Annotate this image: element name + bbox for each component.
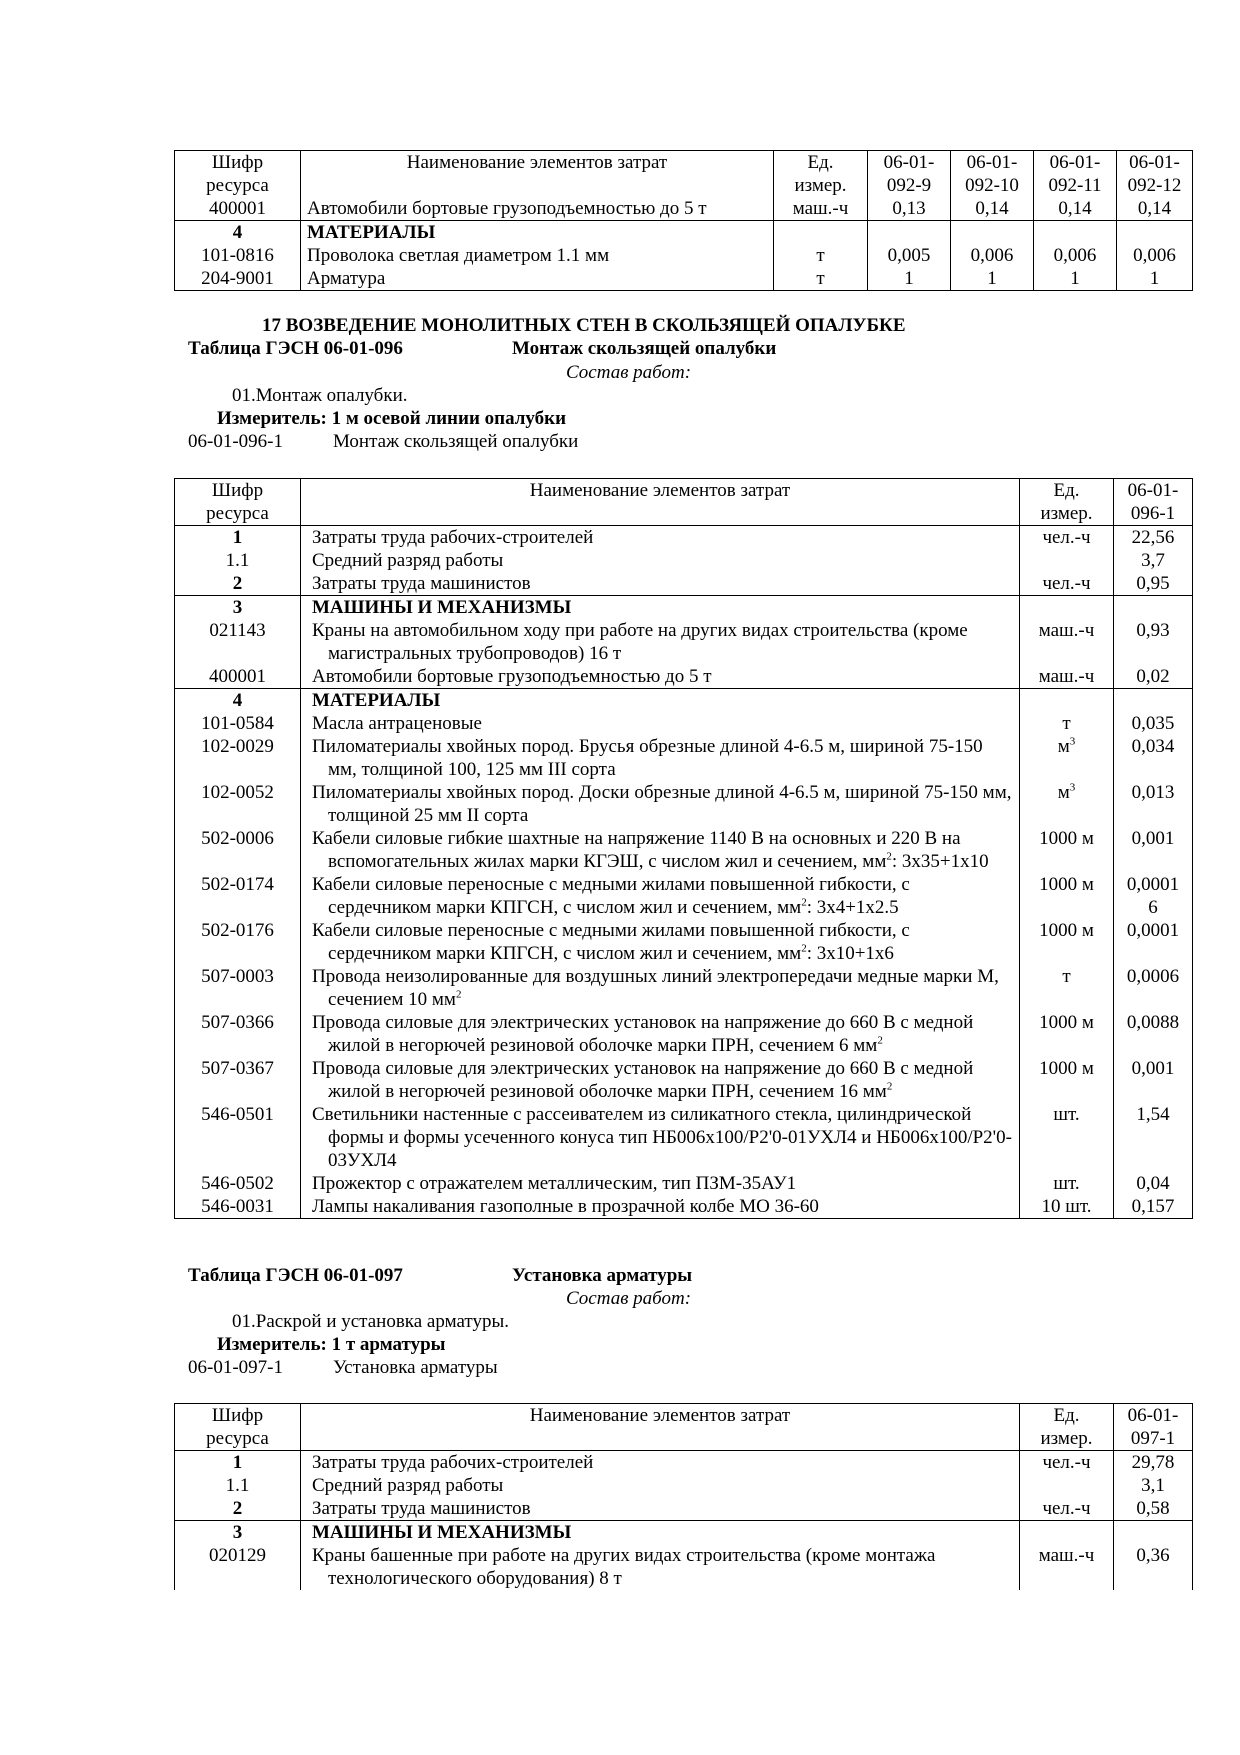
norm-code: 06-01-097-1 bbox=[188, 1357, 283, 1378]
row-name: Автомобили бортовые грузоподъемностью до 5 т bbox=[301, 197, 774, 221]
row-value: 0,006 bbox=[951, 244, 1034, 267]
row-value bbox=[1114, 1521, 1193, 1545]
row-unit bbox=[1020, 689, 1114, 713]
row-code: 021143 bbox=[209, 620, 266, 641]
table-row bbox=[175, 1451, 1193, 1475]
row-value: 3,1 bbox=[1114, 1474, 1193, 1497]
row-name bbox=[301, 1521, 1020, 1545]
work-item: 01.Монтаж опалубки. bbox=[232, 385, 408, 406]
row-unit-text: 1000 м bbox=[1039, 920, 1094, 941]
header-col: 06-01-092-9 bbox=[868, 151, 951, 198]
row-unit-text: маш.-ч bbox=[1038, 1545, 1095, 1566]
row-value: 1 bbox=[951, 267, 1034, 291]
row-unit bbox=[1020, 619, 1114, 665]
row-name-text: Краны башенные при работе на других видах строительства (кроме монтажа технологического оборудования) 8 т bbox=[312, 1545, 936, 1589]
table-row bbox=[175, 1544, 1193, 1590]
table-row bbox=[175, 665, 1193, 689]
table-row bbox=[175, 619, 1193, 665]
table-row bbox=[175, 526, 1193, 550]
row-value: 29,78 bbox=[1114, 1451, 1193, 1475]
row-name bbox=[301, 689, 1020, 713]
row-value: 0,93 bbox=[1114, 619, 1193, 665]
table-row bbox=[175, 1474, 1193, 1497]
table-row bbox=[175, 1103, 1193, 1172]
row-unit bbox=[1020, 712, 1114, 735]
row-value: 0,14 bbox=[951, 197, 1034, 221]
row-unit bbox=[1020, 827, 1114, 873]
header-col: 06-01-092-12 bbox=[1117, 151, 1193, 198]
row-name bbox=[301, 1544, 1020, 1590]
header-unit: Ед. измер. bbox=[1020, 479, 1114, 526]
table-label: Таблица ГЭСН 06-01-096 bbox=[188, 338, 403, 359]
row-value: 0,005 bbox=[868, 244, 951, 267]
row-unit-text: т bbox=[1062, 713, 1071, 734]
composition-label: Состав работ: bbox=[566, 362, 692, 383]
table-row bbox=[175, 781, 1193, 827]
row-name bbox=[301, 827, 1020, 873]
row-unit bbox=[1020, 1497, 1114, 1521]
row-name bbox=[301, 1103, 1020, 1172]
row-code: 400001 bbox=[209, 198, 266, 219]
row-name-text: Провода неизолированные для воздушных линий электропередачи медные марки М, сечением 10 мм bbox=[312, 966, 999, 1010]
row-value: 1 bbox=[1034, 267, 1117, 291]
row-value: 0,36 bbox=[1114, 1544, 1193, 1590]
row-name-text: МАТЕРИАЛЫ bbox=[312, 690, 441, 711]
row-name-tail: : 3х4+1х2.5 bbox=[806, 897, 899, 918]
row-name-tail: : 3х10+1х6 bbox=[806, 943, 894, 964]
table-row bbox=[175, 572, 1193, 596]
row-value: 1 bbox=[868, 267, 951, 291]
row-code: 1 bbox=[175, 526, 301, 550]
row-value bbox=[1114, 596, 1193, 620]
row-name bbox=[301, 526, 1020, 550]
table-06-01-097 bbox=[174, 1403, 1193, 1590]
row-unit-text: шт. bbox=[1053, 1173, 1080, 1194]
row-unit bbox=[1020, 1451, 1114, 1475]
header-code: Шифр ресурса bbox=[206, 480, 269, 524]
row-code: 3 bbox=[175, 596, 301, 620]
table-row bbox=[175, 549, 1193, 572]
row-unit bbox=[1020, 1544, 1114, 1590]
header-code: Шифр ресурса bbox=[206, 152, 269, 196]
row-code: 400001 bbox=[209, 666, 266, 687]
row-value: 0,58 bbox=[1114, 1497, 1193, 1521]
section-row bbox=[175, 221, 1193, 245]
row-unit-text: 1000 м bbox=[1039, 874, 1094, 895]
row-value: 0,006 bbox=[1117, 244, 1193, 267]
table-row bbox=[175, 735, 1193, 781]
row-name-text: Масла антраценовые bbox=[312, 713, 482, 734]
row-name-text: Кабели силовые переносные с медными жилами повышенной гибкости, с сердечником марки КПГСН, с числом жил и сечением, мм bbox=[312, 874, 910, 918]
row-unit bbox=[1020, 1474, 1114, 1497]
row-unit-text: шт. bbox=[1053, 1104, 1080, 1125]
row-name bbox=[301, 1195, 1020, 1219]
row-value: 3,7 bbox=[1114, 549, 1193, 572]
row-name bbox=[301, 873, 1020, 919]
row-name bbox=[301, 712, 1020, 735]
row-unit: т bbox=[774, 267, 868, 291]
row-name bbox=[301, 619, 1020, 665]
composition-label: Состав работ: bbox=[566, 1288, 692, 1309]
row-value: 0,14 bbox=[1034, 197, 1117, 221]
row-unit bbox=[1020, 665, 1114, 689]
header-name: Наименование элементов затрат bbox=[301, 479, 1020, 526]
row-name bbox=[301, 919, 1020, 965]
table-title: Монтаж скользящей опалубки bbox=[512, 338, 777, 359]
row-code: 1.1 bbox=[225, 550, 250, 571]
row-code: 502-0006 bbox=[201, 828, 274, 849]
row-name bbox=[301, 1451, 1020, 1475]
table-row bbox=[175, 873, 1193, 919]
row-value: 0,0088 bbox=[1114, 1011, 1193, 1057]
row-name-text: Затраты труда машинистов bbox=[312, 573, 531, 594]
row-value: 0,034 bbox=[1114, 735, 1193, 781]
row-value: 1 bbox=[1117, 267, 1193, 291]
table-row bbox=[175, 1011, 1193, 1057]
row-unit-text: 1000 м bbox=[1039, 1058, 1094, 1079]
row-value: 0,0006 bbox=[1114, 965, 1193, 1011]
row-name-text: Затраты труда машинистов bbox=[312, 1498, 531, 1519]
row-unit-text: 1000 м bbox=[1039, 828, 1094, 849]
superscript: 2 bbox=[801, 896, 807, 909]
row-code: 2 bbox=[232, 1498, 243, 1519]
row-name: МАТЕРИАЛЫ bbox=[301, 221, 774, 245]
row-unit-text: чел.-ч bbox=[1042, 573, 1091, 594]
row-code: 502-0176 bbox=[201, 920, 274, 941]
row-code: 020129 bbox=[209, 1545, 266, 1566]
row-name-text: Кабели силовые гибкие шахтные на напряжение 1140 В на основных и 220 В на вспомогательных жилах марки КГЭШ, с числом жил и сечением, мм bbox=[312, 828, 961, 872]
section-title: 17 ВОЗВЕДЕНИЕ МОНОЛИТНЫХ СТЕН В СКОЛЬЗЯЩЕЙ ОПАЛУБКЕ bbox=[262, 315, 906, 336]
table-row bbox=[175, 1172, 1193, 1195]
table-row bbox=[175, 1497, 1193, 1521]
row-code: 507-0366 bbox=[201, 1012, 274, 1033]
row-code: 507-0003 bbox=[201, 966, 274, 987]
row-unit bbox=[1020, 1195, 1114, 1219]
row-code: 502-0174 bbox=[201, 874, 274, 895]
row-code: 1 bbox=[175, 1451, 301, 1475]
meter: Измеритель: 1 м осевой линии опалубки bbox=[217, 408, 567, 429]
row-name-text: МАШИНЫ И МЕХАНИЗМЫ bbox=[312, 597, 572, 618]
row-code: 2 bbox=[232, 573, 243, 594]
superscript: 2 bbox=[801, 942, 807, 955]
row-unit bbox=[1020, 919, 1114, 965]
row-code: 102-0029 bbox=[201, 736, 274, 757]
row-code: 546-0502 bbox=[201, 1173, 274, 1194]
table-row bbox=[175, 244, 1193, 267]
table-06-01-096 bbox=[174, 478, 1193, 1219]
header-col: 06-01-092-10 bbox=[951, 151, 1034, 198]
norm-code: 06-01-096-1 bbox=[188, 431, 283, 452]
row-unit-text: 10 шт. bbox=[1041, 1196, 1092, 1217]
header-code: Шифр ресурса bbox=[206, 1405, 269, 1449]
row-value: 0,013 bbox=[1114, 781, 1193, 827]
row-value bbox=[1117, 221, 1193, 245]
row-unit bbox=[1020, 549, 1114, 572]
row-name-text: Провода силовые для электрических установок на напряжение до 660 В с медной жилой в негорючей резиновой оболочке марки ПРН, сечением 16 мм bbox=[312, 1058, 974, 1102]
norm-name: Установка арматуры bbox=[333, 1357, 498, 1378]
row-unit bbox=[1020, 735, 1114, 781]
row-name bbox=[301, 1474, 1020, 1497]
row-code: 4 bbox=[175, 221, 301, 245]
row-name-text: Средний разряд работы bbox=[312, 550, 504, 571]
row-name bbox=[301, 1011, 1020, 1057]
row-name-text: Пиломатериалы хвойных пород. Брусья обрезные длиной 4-6.5 м, шириной 75-150 мм, толщиной 100, 125 мм III сорта bbox=[312, 736, 983, 780]
row-unit-text: маш.-ч bbox=[1038, 666, 1095, 687]
superscript: 2 bbox=[455, 988, 462, 1001]
row-name: Проволока светлая диаметром 1.1 мм bbox=[301, 244, 774, 267]
section-row bbox=[175, 689, 1193, 713]
row-name-text: МАШИНЫ И МЕХАНИЗМЫ bbox=[312, 1522, 572, 1543]
row-code: 101-0584 bbox=[201, 713, 274, 734]
row-code: 546-0031 bbox=[201, 1196, 274, 1217]
row-unit-text: чел.-ч bbox=[1042, 1498, 1091, 1519]
row-unit bbox=[1020, 572, 1114, 596]
row-unit-text: 1000 м bbox=[1039, 1012, 1094, 1033]
row-unit bbox=[1020, 965, 1114, 1011]
header-col: 06-01-096-1 bbox=[1114, 479, 1193, 526]
superscript: 3 bbox=[1069, 735, 1076, 748]
superscript: 2 bbox=[877, 1034, 883, 1047]
row-name-text: Лампы накаливания газополные в прозрачной колбе МО 36-60 bbox=[312, 1196, 819, 1217]
table-row bbox=[175, 965, 1193, 1011]
row-name-text: Пиломатериалы хвойных пород. Доски обрезные длиной 4-6.5 м, шириной 75-150 мм, толщиной 25 мм II сорта bbox=[312, 782, 1012, 826]
header-col: 06-01-092-11 bbox=[1034, 151, 1117, 198]
section-row bbox=[175, 1521, 1193, 1545]
row-code: 204-9001 bbox=[201, 268, 274, 289]
superscript: 3 bbox=[1069, 781, 1076, 794]
row-name: Арматура bbox=[301, 267, 774, 291]
row-value: 0,035 bbox=[1114, 712, 1193, 735]
row-unit bbox=[1020, 1521, 1114, 1545]
row-name-tail: : 3х35+1х10 bbox=[891, 851, 989, 872]
header-name: Наименование элементов затрат bbox=[301, 1404, 1020, 1451]
row-unit bbox=[1020, 873, 1114, 919]
row-unit bbox=[1020, 596, 1114, 620]
row-value: 0,001 bbox=[1114, 1057, 1193, 1103]
work-item: 01.Раскрой и установка арматуры. bbox=[232, 1311, 509, 1332]
row-name-text: Светильники настенные с рассеивателем из силикатного стекла, цилиндрической формы и формы усеченного конуса тип НБ006х100/Р2'0-01УХЛ4 и НБ006х100/Р2'0-03УХЛ4 bbox=[312, 1104, 1012, 1171]
table-row bbox=[175, 267, 1193, 291]
row-code: 507-0367 bbox=[201, 1058, 274, 1079]
row-name-text: Затраты труда рабочих-строителей bbox=[312, 1452, 594, 1473]
row-name bbox=[301, 549, 1020, 572]
row-unit-text: м bbox=[1057, 736, 1070, 757]
row-unit-text: т bbox=[1062, 966, 1071, 987]
table-header bbox=[175, 1404, 1193, 1451]
row-unit: т bbox=[774, 244, 868, 267]
table-header bbox=[175, 479, 1193, 526]
row-name-text: Средний разряд работы bbox=[312, 1475, 504, 1496]
row-value: 0,04 bbox=[1114, 1172, 1193, 1195]
row-code: 1.1 bbox=[225, 1475, 250, 1496]
row-value: 0,95 bbox=[1114, 572, 1193, 596]
table-06-01-092 bbox=[174, 150, 1193, 291]
table-header bbox=[175, 151, 1193, 198]
row-unit-text: чел.-ч bbox=[1042, 1452, 1091, 1473]
header-name: Наименование элементов затрат bbox=[301, 151, 774, 198]
row-name bbox=[301, 1172, 1020, 1195]
row-value bbox=[951, 221, 1034, 245]
section-row bbox=[175, 596, 1193, 620]
table-row bbox=[175, 827, 1193, 873]
row-unit: маш.-ч bbox=[774, 197, 868, 221]
row-unit-text: чел.-ч bbox=[1042, 527, 1091, 548]
row-name bbox=[301, 965, 1020, 1011]
row-value bbox=[1114, 689, 1193, 713]
row-name bbox=[301, 572, 1020, 596]
row-unit bbox=[1020, 526, 1114, 550]
superscript: 2 bbox=[886, 1080, 893, 1093]
row-unit-text: маш.-ч bbox=[1038, 620, 1095, 641]
table-row bbox=[175, 1057, 1193, 1103]
row-value: 0,13 bbox=[868, 197, 951, 221]
row-code: 546-0501 bbox=[201, 1104, 274, 1125]
table-row bbox=[175, 919, 1193, 965]
table-label: Таблица ГЭСН 06-01-097 bbox=[188, 1265, 403, 1286]
row-value bbox=[868, 221, 951, 245]
row-unit bbox=[774, 221, 868, 245]
row-unit bbox=[1020, 1103, 1114, 1172]
row-code: 4 bbox=[175, 689, 301, 713]
row-name-text: Автомобили бортовые грузоподъемностью до 5 т bbox=[312, 666, 712, 687]
row-name-text: Краны на автомобильном ходу при работе на других видах строительства (кроме магистральных трубопроводов) 16 т bbox=[312, 620, 968, 664]
row-unit-text: м bbox=[1057, 782, 1070, 803]
header-unit: Ед. измер. bbox=[774, 151, 868, 198]
row-unit bbox=[1020, 1057, 1114, 1103]
row-value: 0,02 bbox=[1114, 665, 1193, 689]
row-code: 3 bbox=[175, 1521, 301, 1545]
header-col: 06-01-097-1 bbox=[1114, 1404, 1193, 1451]
row-code: 102-0052 bbox=[201, 782, 274, 803]
row-name-text: Кабели силовые переносные с медными жилами повышенной гибкости, с сердечником марки КПГСН, с числом жил и сечением, мм bbox=[312, 920, 910, 964]
row-value: 0,006 bbox=[1034, 244, 1117, 267]
row-name bbox=[301, 735, 1020, 781]
superscript: 2 bbox=[886, 850, 892, 863]
row-value: 1,54 bbox=[1114, 1103, 1193, 1172]
row-name bbox=[301, 1057, 1020, 1103]
row-name bbox=[301, 665, 1020, 689]
row-name-text: Затраты труда рабочих-строителей bbox=[312, 527, 594, 548]
table-row bbox=[175, 712, 1193, 735]
table-row bbox=[175, 197, 1193, 221]
row-value bbox=[1034, 221, 1117, 245]
row-name-text: Провода силовые для электрических установок на напряжение до 660 В с медной жилой в негорючей резиновой оболочке марки ПРН, сечением 6 мм bbox=[312, 1012, 974, 1056]
row-unit bbox=[1020, 1172, 1114, 1195]
row-name-text: Прожектор с отражателем металлическим, тип ПЗМ-35АУ1 bbox=[312, 1173, 797, 1194]
row-unit bbox=[1020, 781, 1114, 827]
meter: Измеритель: 1 т арматуры bbox=[217, 1334, 446, 1355]
row-value: 0,14 bbox=[1117, 197, 1193, 221]
row-name bbox=[301, 781, 1020, 827]
row-value: 22,56 bbox=[1114, 526, 1193, 550]
row-value: 0,0001 6 bbox=[1114, 873, 1193, 919]
row-unit bbox=[1020, 1011, 1114, 1057]
row-name bbox=[301, 596, 1020, 620]
table-row bbox=[175, 1195, 1193, 1219]
table-title: Установка арматуры bbox=[512, 1265, 693, 1286]
row-value: 0,0001 bbox=[1114, 919, 1193, 965]
row-code: 101-0816 bbox=[201, 245, 274, 266]
norm-name: Монтаж скользящей опалубки bbox=[333, 431, 579, 452]
row-value: 0,001 bbox=[1114, 827, 1193, 873]
row-value: 0,157 bbox=[1114, 1195, 1193, 1219]
row-name bbox=[301, 1497, 1020, 1521]
header-unit: Ед. измер. bbox=[1020, 1404, 1114, 1451]
